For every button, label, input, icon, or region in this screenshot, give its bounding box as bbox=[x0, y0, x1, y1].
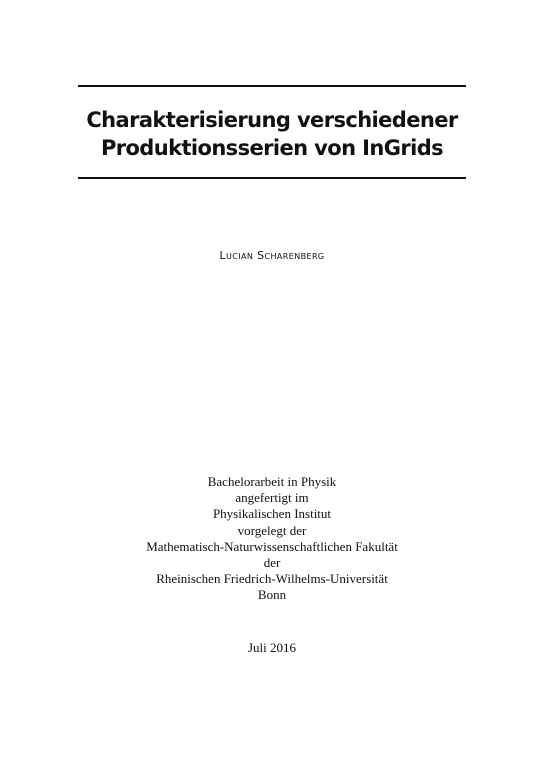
author-name: Lucian Scharenberg bbox=[219, 249, 325, 262]
thesis-title-line-1: Charakterisierung verschiedener bbox=[86, 108, 458, 132]
info-line: Physikalischen Institut bbox=[212, 506, 332, 522]
thesis-title-line-2: Produktionsserien von InGrids bbox=[100, 136, 444, 160]
submission-date: Juli 2016 bbox=[247, 640, 297, 655]
info-line: Bonn bbox=[257, 587, 287, 603]
info-line: Bachelorarbeit in Physik bbox=[207, 474, 337, 489]
info-line: angefertigt im bbox=[235, 490, 309, 506]
info-line: Mathematisch-Naturwissenschaftlichen Fakultät bbox=[146, 538, 398, 554]
info-line: der bbox=[263, 555, 281, 571]
info-line: vorgelegt der bbox=[237, 522, 307, 538]
top-horizontal-rule bbox=[78, 85, 466, 87]
bottom-horizontal-rule bbox=[78, 177, 466, 179]
thesis-info-block bbox=[78, 474, 466, 604]
thesis-title bbox=[78, 106, 466, 162]
info-line: Rheinischen Friedrich-Wilhelms-Universität bbox=[156, 571, 388, 587]
